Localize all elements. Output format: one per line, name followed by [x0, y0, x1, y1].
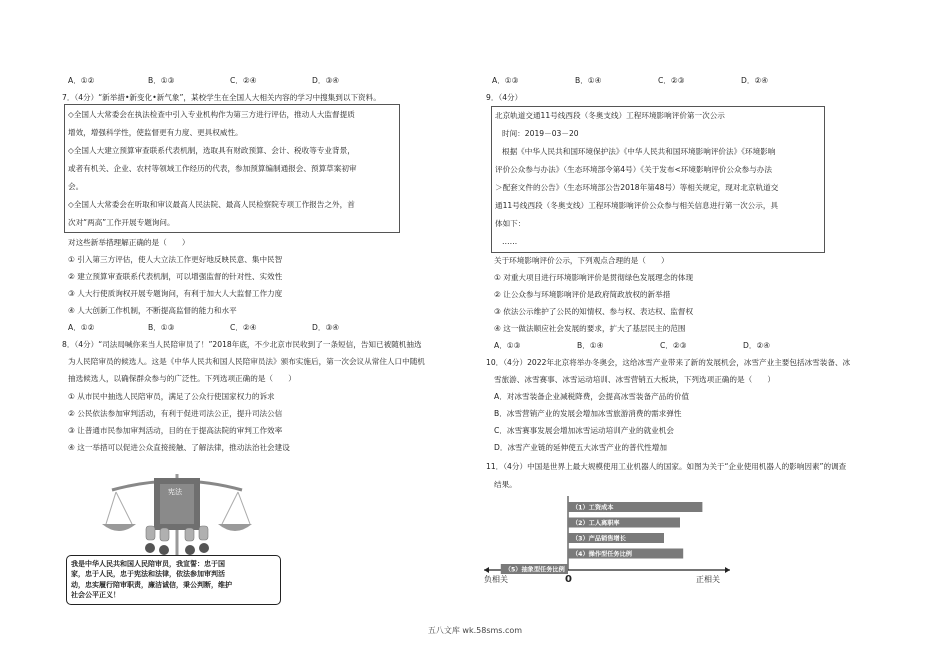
q10-line: 雪旅游、冰雪赛事、冰雪运动培训、冰雪营销五大板块，下列选项正确的是（ ） — [494, 375, 775, 384]
negative-axis-label: 负相关 — [484, 575, 508, 584]
chart-bar-label: （2）工人离职率 — [572, 520, 620, 528]
q9-item: ② 让公众参与环境影响评价是政府简政放权的新举措 — [494, 290, 671, 299]
q7-question: 对这些新举措理解正确的是（ ） — [68, 238, 190, 247]
q6-option-c: C．②④ — [230, 76, 257, 85]
q8-option-a: A．①③ — [492, 76, 519, 85]
oath-line: 我是中华人民共和国人民陪审员，我宣誓：忠于国 — [71, 560, 225, 568]
robot-factor-chart — [478, 494, 748, 589]
q7-item: ④ 人大创新工作机制，不断提高监督的能力和水平 — [68, 306, 237, 315]
q8-item: ② 公民依法参加审判活动，有利于促进司法公正，提升司法公信 — [68, 409, 283, 418]
q7-box-line: ◇全国人大建立预算审查联系代表机制，选取具有财政预算、会计、税收等专业背景， — [68, 146, 355, 155]
q6-option-d: D．③④ — [312, 76, 340, 85]
q9-item: ④ 这一做法顺应社会发展的要求，扩大了基层民主的范围 — [494, 324, 686, 333]
q9-question: 关于环境影响评价公示，下列观点合理的是（ ） — [494, 256, 669, 265]
q9-box-line: 时间：2019－03－20 — [502, 129, 579, 138]
q7-material-box — [64, 104, 400, 233]
q6-option-b: B．①③ — [148, 76, 175, 85]
x-axis-arrow-left — [484, 567, 489, 573]
q7-item: ① 引入第三方评估，使人大立法工作更好地反映民意、集中民智 — [68, 255, 283, 264]
q8-option-b: B．①④ — [575, 76, 602, 85]
chart-bar-label: （4）操作型任务比例 — [572, 551, 632, 559]
q8-line: 抽选候选人，以确保群众参与的广泛性。下列选项正确的是（ ） — [68, 374, 296, 383]
q9-box-line: 根据《中华人民共和国环境保护法》《中华人民共和国环境影响评价法》《环境影响 — [502, 147, 776, 156]
q9-option-a: A．①③ — [494, 341, 521, 350]
oath-line: 家，忠于人民，忠于宪法和法律，依法参加审判活 — [71, 570, 225, 579]
q8-item: ④ 这一举措可以促进公众直接接触、了解法律，推动法治社会建设 — [68, 443, 290, 452]
chart-bar-label: （5）抽象型任务比例 — [504, 566, 565, 574]
q7-stem: 7．（4分）“新举措•新变化•新气象”，某校学生在全国人大相关内容的学习中搜集到以下资料。 — [62, 93, 381, 102]
q9-item: ① 对重大项目进行环境影响评价是贯彻绿色发展理念的体现 — [494, 273, 694, 282]
q7-box-line: 增效，增强科学性，使监督更有力度、更具权威性。 — [68, 128, 243, 137]
q7-option-b: B．①③ — [148, 323, 175, 332]
q8-option-c: C．②③ — [658, 76, 685, 85]
q11-line: 11．（4分）中国是世界上最大规模使用工业机器人的国家。如图为关于“企业使用机器人的影响因素”的调查 — [486, 462, 847, 471]
cartoon-board-text: 宪法 — [168, 488, 182, 496]
q9-stem: 9．（4分） — [486, 93, 523, 102]
q8-line: 为人民陪审员的候选人。这是《中华人民共和国人民陪审员法》颁布实施后，第一次会议从常住人口中随机 — [68, 357, 425, 366]
q7-item: ③ 人大行使质询权开展专题询问，有利于加大人大监督工作力度 — [68, 289, 283, 298]
q8-option-d: D．②④ — [741, 76, 769, 85]
q9-option-c: C．②③ — [660, 341, 687, 350]
q9-box-line: 通11号线西段（冬奥支线）工程环境影响评价公众参与相关信息进行第一次公示，具 — [495, 201, 779, 210]
q8-item: ① 从市民中抽选人民陪审员，满足了公众行使国家权力的诉求 — [68, 392, 275, 401]
q9-option-b: B．①④ — [577, 341, 604, 350]
zero-tick-label: 0 — [565, 574, 572, 585]
q11-line: 结果。 — [494, 480, 517, 489]
q9-option-d: D．②④ — [743, 341, 771, 350]
q9-box-line: 北京轨道交通11号线西段（冬奥支线）工程环境影响评价第一次公示 — [495, 111, 725, 120]
q9-box-line: …… — [502, 237, 518, 246]
q9-box-line: 体如下： — [495, 219, 526, 228]
q9-box-line: 评价公众参与办法》（生态环境部令第4号）《关于发布<环境影响评价公众参与办法 — [495, 165, 772, 174]
q7-box-line: 会。 — [68, 182, 84, 191]
q7-option-c: C．②④ — [230, 323, 257, 332]
oath-line: 社会公平正义！ — [71, 591, 120, 600]
x-axis-arrow-right — [725, 567, 730, 573]
positive-axis-label: 正相关 — [696, 575, 720, 584]
q10-option: D．冰雪产业链的延伸使五大冰雪产业的普代性增加 — [494, 443, 667, 452]
q9-item: ③ 依法公示维护了公民的知情权、参与权、表达权、监督权 — [494, 307, 694, 316]
q8-item: ③ 让普通市民参加审判活动，目的在于提高法院的审判工作效率 — [68, 426, 283, 435]
q7-box-line: 次对“两高”工作开展专题询问。 — [68, 218, 175, 227]
jury-oath-cartoon — [102, 462, 252, 562]
oath-speech-bubble — [66, 555, 281, 605]
q9-box-line: ＞配套文件的公告》（生态环境部公告2018年第48号）等相关规定，现对北京轨道交 — [495, 183, 779, 192]
footer-watermark: 五八文库 wk.58sms.com — [427, 626, 523, 635]
oath-line: 动，忠实履行陪审职责，廉洁诚信，秉公判断，维护 — [71, 580, 232, 589]
q9-notice-box — [491, 106, 825, 253]
q8-line: 8．（4分）“司法局喊你来当人民陪审员了！”2018年底，不少北京市民收到了一条短信，告知已被随机抽选 — [62, 340, 422, 349]
q7-item: ② 建立预算审查联系代表机制，可以增强监督的针对性、实效性 — [68, 272, 283, 281]
q7-box-line: ◇全国人大常委会在听取和审议最高人民法院、最高人民检察院专项工作报告之外，首 — [68, 200, 355, 209]
q10-option: B．冰雪营销产业的发展会增加冰雪旅游消费的需求弹性 — [494, 409, 682, 418]
chart-bar-label: （3）产品销售增长 — [572, 535, 626, 543]
q6-option-a: A．①② — [68, 76, 95, 85]
chart-bar-label: （1）工资成本 — [572, 504, 614, 512]
q7-option-a: A．①② — [68, 323, 95, 332]
q10-option: A．对冰雪装备企业减税降费，会提高冰雪装备产品的价值 — [494, 392, 690, 401]
q10-line: 10．（4分）2022年北京将举办冬奥会，这给冰雪产业带来了新的发展机会，冰雪产业主要包括冰雪装备、冰 — [486, 358, 851, 367]
q7-box-line: ◇全国人大常委会在执法检查中引入专业机构作为第三方进行评估，推动人大监督提质 — [68, 110, 355, 119]
q7-box-line: 或者有机关、企业、农村等领域工作经历的代表，参加预算编制通报会、预算草案初审 — [68, 164, 357, 173]
q7-option-d: D．③④ — [312, 323, 340, 332]
q10-option: C．冰雪赛事发展会增加冰雪运动培训产业的就业机会 — [494, 426, 674, 435]
